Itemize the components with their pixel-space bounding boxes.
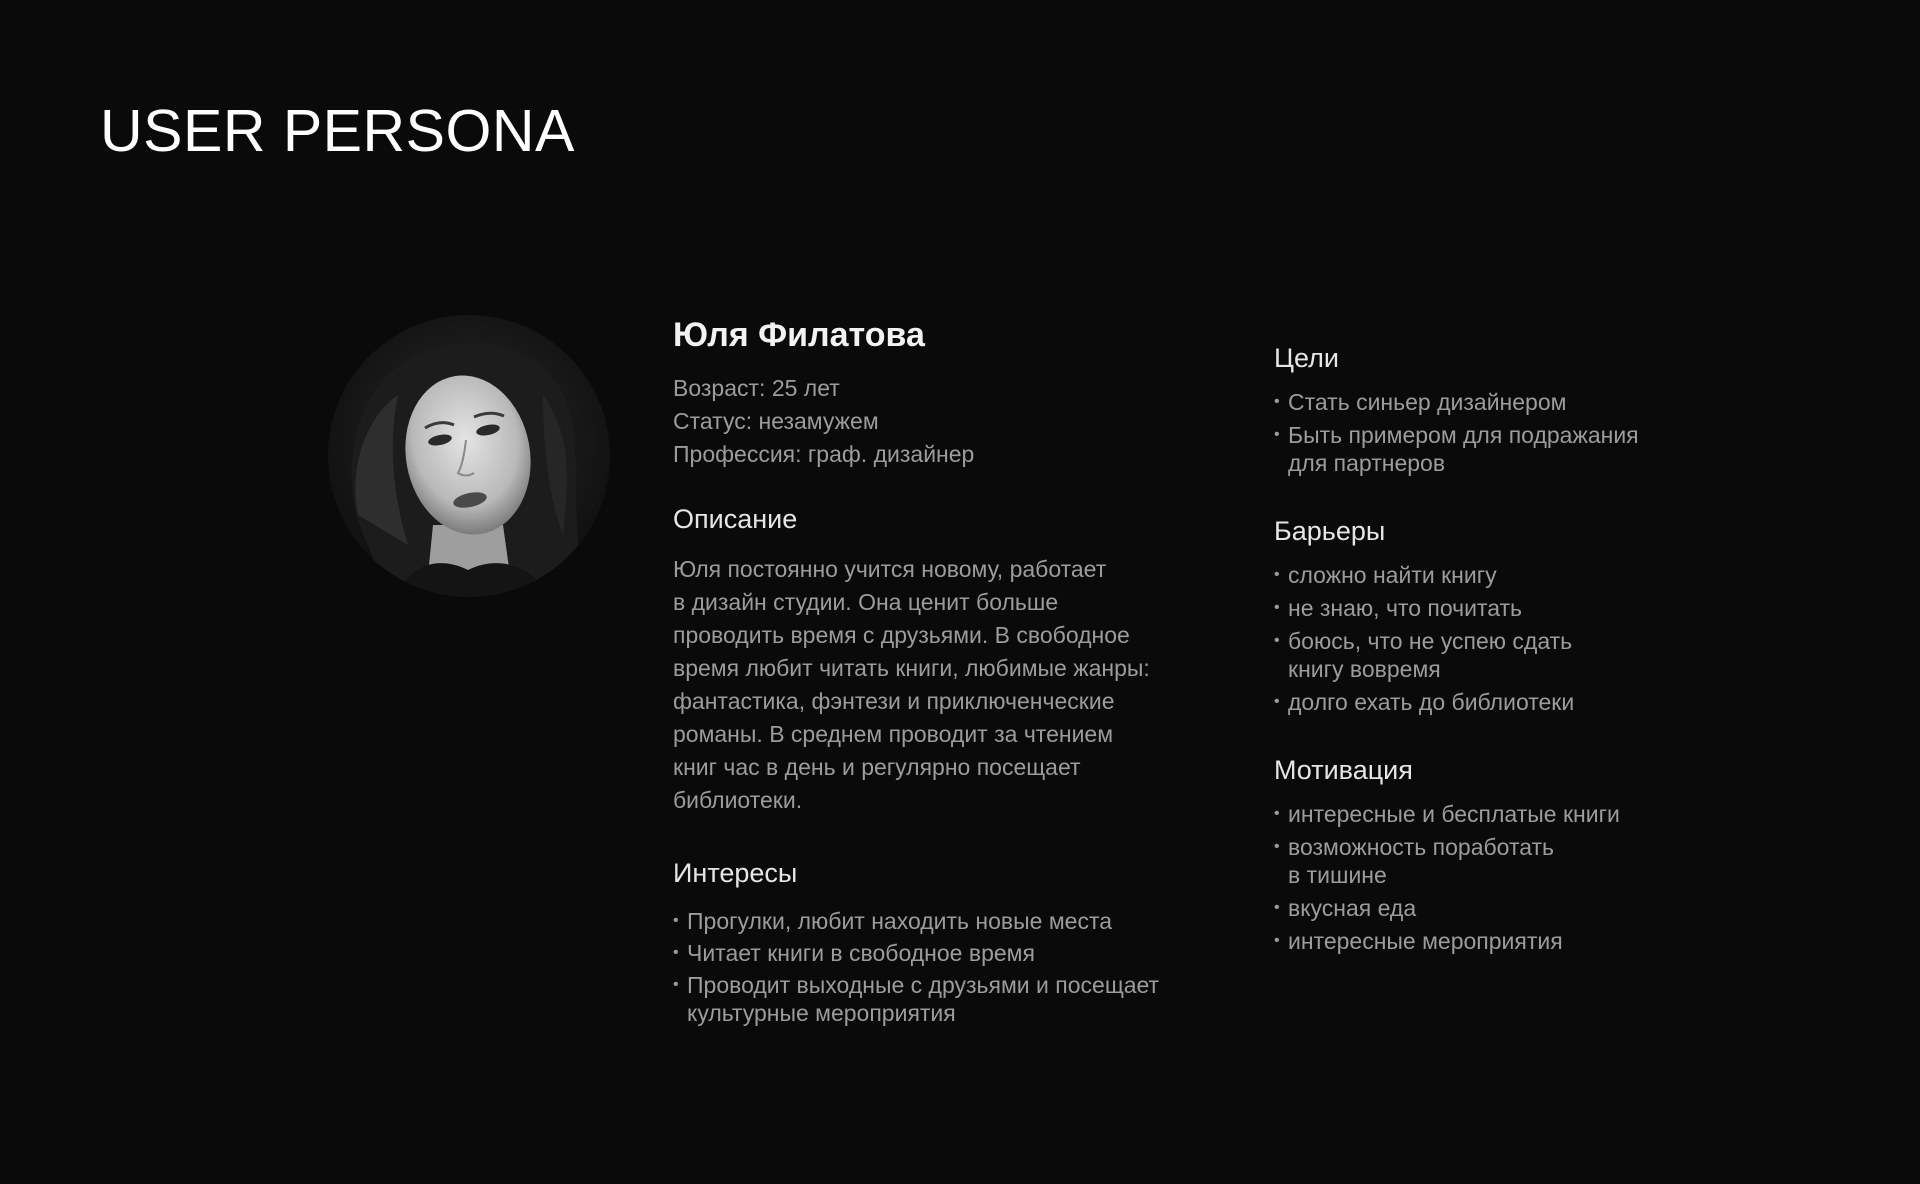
persona-facts [673,372,1233,471]
goals-list [1274,388,1714,477]
bullet-icon: • [1274,426,1280,443]
goals-title: Цели [1274,343,1339,373]
bullet-icon: • [1274,693,1280,710]
interests-list [673,907,1233,1027]
barriers-block [1274,513,1714,716]
page-title: USER PERSONA [100,98,575,164]
list-item [673,971,1233,1027]
bullet-icon: • [1274,566,1280,583]
persona-main-column [673,312,1233,1031]
list-item [673,907,1233,935]
motivation-title: Мотивация [1274,755,1413,785]
interests-title: Интересы [673,858,798,888]
barriers-title: Барьеры [1274,516,1386,546]
interest-text: Читает книги в свободное время [687,940,1035,966]
list-item [1274,927,1714,955]
bullet-icon: • [1274,899,1280,916]
list-item [1274,627,1714,683]
portrait-photo-icon [328,315,610,597]
list-item [1274,594,1714,622]
persona-side-column [1274,340,1714,991]
bullet-icon: • [673,912,679,929]
list-item [1274,561,1714,589]
persona-avatar [328,315,610,597]
motivation-text: интересные мероприятия [1288,928,1563,954]
fact-status: Статус: незамужем [673,408,879,434]
goal-text: Стать синьер дизайнером [1288,389,1567,415]
bullet-icon: • [673,976,679,993]
description-text: Юля постоянно учится новому, работает в дизайн студии. Она ценит больше проводить время с друзьями. В свободное время любит читать книги, любимые жанры: фантастика, фэнтези и приключенческие романы. В среднем проводит за чтением книг час в день и регулярно посещает библиотеки. [673,556,1150,813]
bullet-icon: • [1274,632,1280,649]
motivation-list [1274,800,1714,955]
persona-name: Юля Филатова [673,316,925,354]
motivation-block [1274,752,1714,955]
barrier-text: сложно найти книгу [1288,562,1497,588]
barrier-text: не знаю, что почитать [1288,595,1523,621]
goal-text: Быть примером для подражания для партнеров [1288,422,1639,476]
fact-profession: Профессия: граф. дизайнер [673,441,975,467]
fact-age: Возраст: 25 лет [673,375,840,401]
bullet-icon: • [673,944,679,961]
interest-text: Проводит выходные с друзьями и посещает культурные мероприятия [687,972,1160,1026]
description-title: Описание [673,504,798,534]
list-item [1274,894,1714,922]
list-item [1274,688,1714,716]
list-item [1274,421,1714,477]
bullet-icon: • [1274,393,1280,410]
goals-block [1274,340,1714,477]
barrier-text: долго ехать до библиотеки [1288,689,1575,715]
bullet-icon: • [1274,805,1280,822]
list-item [1274,388,1714,416]
barriers-list [1274,561,1714,716]
interest-text: Прогулки, любит находить новые места [687,908,1113,934]
bullet-icon: • [1274,599,1280,616]
list-item [673,939,1233,967]
motivation-text: вкусная еда [1288,895,1417,921]
motivation-text: интересные и бесплатые книги [1288,801,1620,827]
bullet-icon: • [1274,838,1280,855]
motivation-text: возможность поработать в тишине [1288,834,1555,888]
bullet-icon: • [1274,932,1280,949]
list-item [1274,800,1714,828]
barrier-text: боюсь, что не успею сдать книгу вовремя [1288,628,1573,682]
list-item [1274,833,1714,889]
